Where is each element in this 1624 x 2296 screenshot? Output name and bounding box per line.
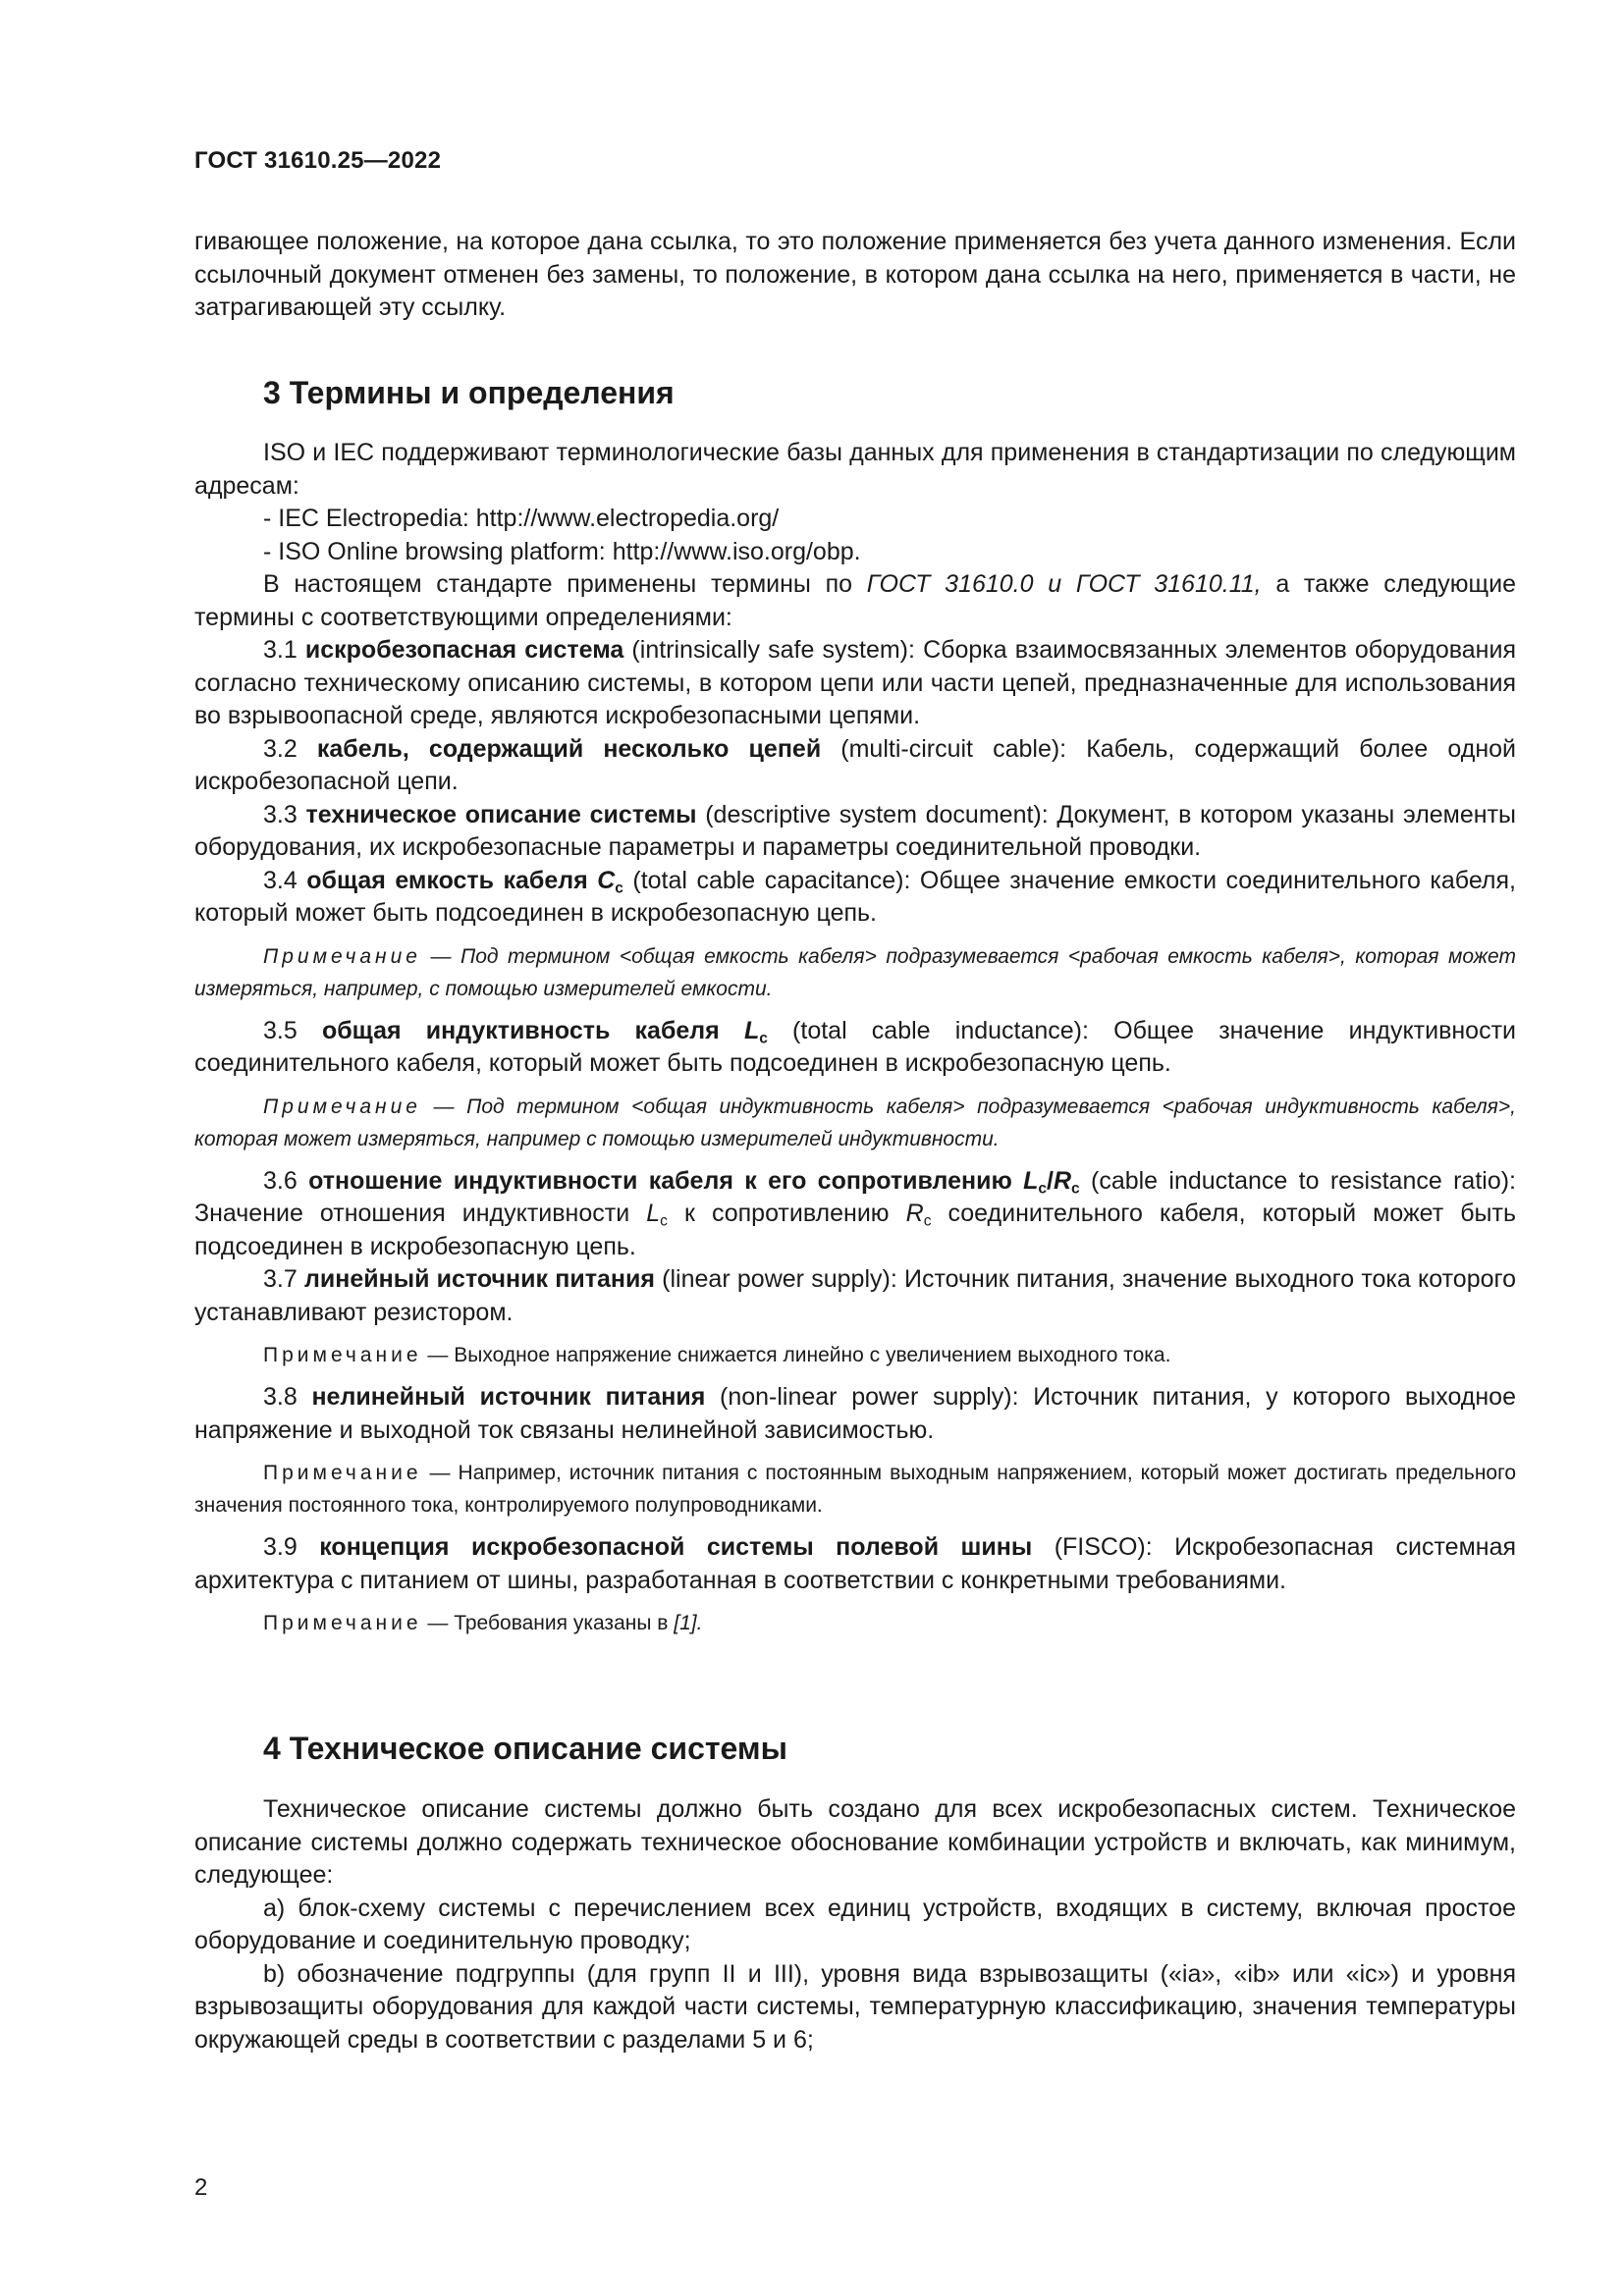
section-3-terms-intro: В настоящем стандарте применены термины по ГОСТ 31610.0 и ГОСТ 31610.11, а также следующие термины с соответствующими определениями: (194, 570, 1516, 631)
term-3-2: 3.2 кабель, содержащий несколько цепей (multi-circuit cable): Кабель, содержащий более одной искробезопасной цепи. (194, 734, 1516, 795)
term-name: общая емкость кабеля (306, 866, 598, 894)
document-code-header: ГОСТ 31610.25—2022 (194, 147, 442, 174)
section-4-intro: Техническое описание системы должно быть создано для всех искробезопасных систем. Техническое описание системы должно содержать техническое обоснование комбинации устройств и включать, как минимум, следующее: (194, 1795, 1516, 1889)
symbol: L (743, 1016, 760, 1044)
term-name: концепция искробезопасной системы полевой шины (319, 1533, 1033, 1561)
note-3-9: Примечание — Требования указаны в [1]. (263, 1612, 703, 1634)
term-3-9: 3.9 концепция искробезопасной системы полевой шины (FISCO): Искробезопасная системная архитектура с питанием от шины, разработанная в соответствии с конкретными требованиями. (194, 1533, 1517, 1594)
section-3-heading: 3 Термины и определения (263, 375, 675, 410)
term-3-4: 3.4 общая емкость кабеля $C_c$ (total cable capacitance): Общее значение емкости соединительного кабеля, который может быть подсоединен в искробезопасную цепь. (194, 866, 1516, 927)
note-label: Примечание (263, 1344, 422, 1366)
list-item: - ISO Online browsing platform: http://www.iso.org/obp. (263, 537, 861, 565)
term-3-3: 3.3 техническое описание системы (descriptive system document): Документ, в котором указаны элементы оборудования, их искробезопасные параметры и параметры соединительной проводки. (194, 800, 1516, 861)
symbol: L (1023, 1166, 1039, 1195)
intro-paragraph (194, 226, 1516, 325)
term-name: техническое описание системы (305, 800, 697, 828)
note-3-8: Примечание — Например, источник питания с постоянным выходным напряжением, который может достигать предельного значения постоянного тока, контролируемого полупроводниками. (194, 1462, 1516, 1517)
term-3-1: 3.1 искробезопасная система (intrinsically safe system): Сборка взаимосвязанных элементов оборудования согласно техническому описанию системы, в котором цепи или части цепей, предназначенные для использования во взрывоопасной среде, являются искробезопасными цепями. (194, 636, 1516, 729)
note-3-5: Примечание — Под термином <общая индуктивность кабеля> подразумевается <рабочая индуктивность кабеля>, которая может измеряться, например с помощью измерителей индуктивности. (194, 1095, 1516, 1150)
section-3-intro: ISO и IEC поддерживают терминологические базы данных для применения в стандартизации по следующим адресам: (194, 439, 1516, 500)
term-3-7: 3.7 линейный источник питания (linear power supply): Источник питания, значение выходного тока которого устанавливают резистором. (194, 1265, 1516, 1326)
term-name: нелинейный источник питания (311, 1383, 706, 1411)
symbol: C (597, 866, 616, 894)
term-name: кабель, содержащий несколько цепей (316, 734, 822, 763)
note-3-4: Примечание — Под термином <общая емкость кабеля> подразумевается <рабочая емкость кабеля>, которая может измеряться, например, с помощью измерителей емкости. (194, 944, 1516, 1000)
note-label: Примечание (263, 944, 421, 968)
term-name: линейный источник питания (304, 1265, 655, 1293)
term-3-8: 3.8 нелинейный источник питания (non-linear power supply): Источник питания, у которого выходное напряжение и выходной ток связаны нелинейной зависимостью. (194, 1383, 1516, 1444)
term-name: искробезопасная система (304, 636, 624, 664)
symbol: R (1053, 1166, 1072, 1195)
page-number: 2 (194, 2174, 208, 2201)
standard-references: ГОСТ 31610.0 и ГОСТ 31610.11, (866, 570, 1262, 598)
list-item-a: a) блок-схему системы с перечислением всех единиц устройств, входящих в систему, включая простое оборудование и соединительную проводку; (194, 1894, 1516, 1954)
note-label: Примечание (263, 1612, 422, 1634)
intro-text: гивающее положение, на которое дана ссылка, то это положение применяется без учета данного изменения. Если ссылочный документ отменен без замены, то положение, в котором дана ссылка на него, применяется в части, не затрагивающей эту ссылку. (194, 228, 1516, 321)
section-4-heading: 4 Техническое описание системы (263, 1731, 787, 1766)
bibliography-reference: [1]. (674, 1612, 703, 1634)
section-3-body (194, 437, 1516, 1639)
term-name: отношение индуктивности кабеля к его сопротивлению (308, 1166, 1024, 1195)
note-3-7: Примечание — Выходное напряжение снижается линейно с увеличением выходного тока. (263, 1344, 1171, 1366)
note-label: Примечание (263, 1462, 422, 1484)
list-item: - IEC Electropedia: http://www.electropedia.org/ (263, 505, 780, 532)
term-name: общая индуктивность кабеля (321, 1016, 744, 1044)
note-label: Примечание (263, 1095, 421, 1118)
list-item-b: b) обозначение подгруппы (для групп II и III), уровня вида взрывозащиты («ia», «ib» или «ic») и уровня взрывозащиты оборудования для каждой части системы, температурную классификацию, значения температуры окружающей среды в соответствии с разделами 5 и 6; (194, 1959, 1516, 2054)
term-3-6: 3.6 отношение индуктивности кабеля к его сопротивлению $L_c/R_c$ (cable inductance to resistance ratio): Значение отношения индуктивности $L_c$ к сопротивлению $R_c$ соединительного кабеля, который может быть подсоединен в искробезопасную цепь. (194, 1166, 1517, 1260)
section-4-body (194, 1793, 1516, 2056)
term-3-5: 3.5 общая индуктивность кабеля $L_c$ (total cable inductance): Общее значение индуктивности соединительного кабеля, который может быть подсоединен в искробезопасную цепь. (194, 1016, 1517, 1077)
